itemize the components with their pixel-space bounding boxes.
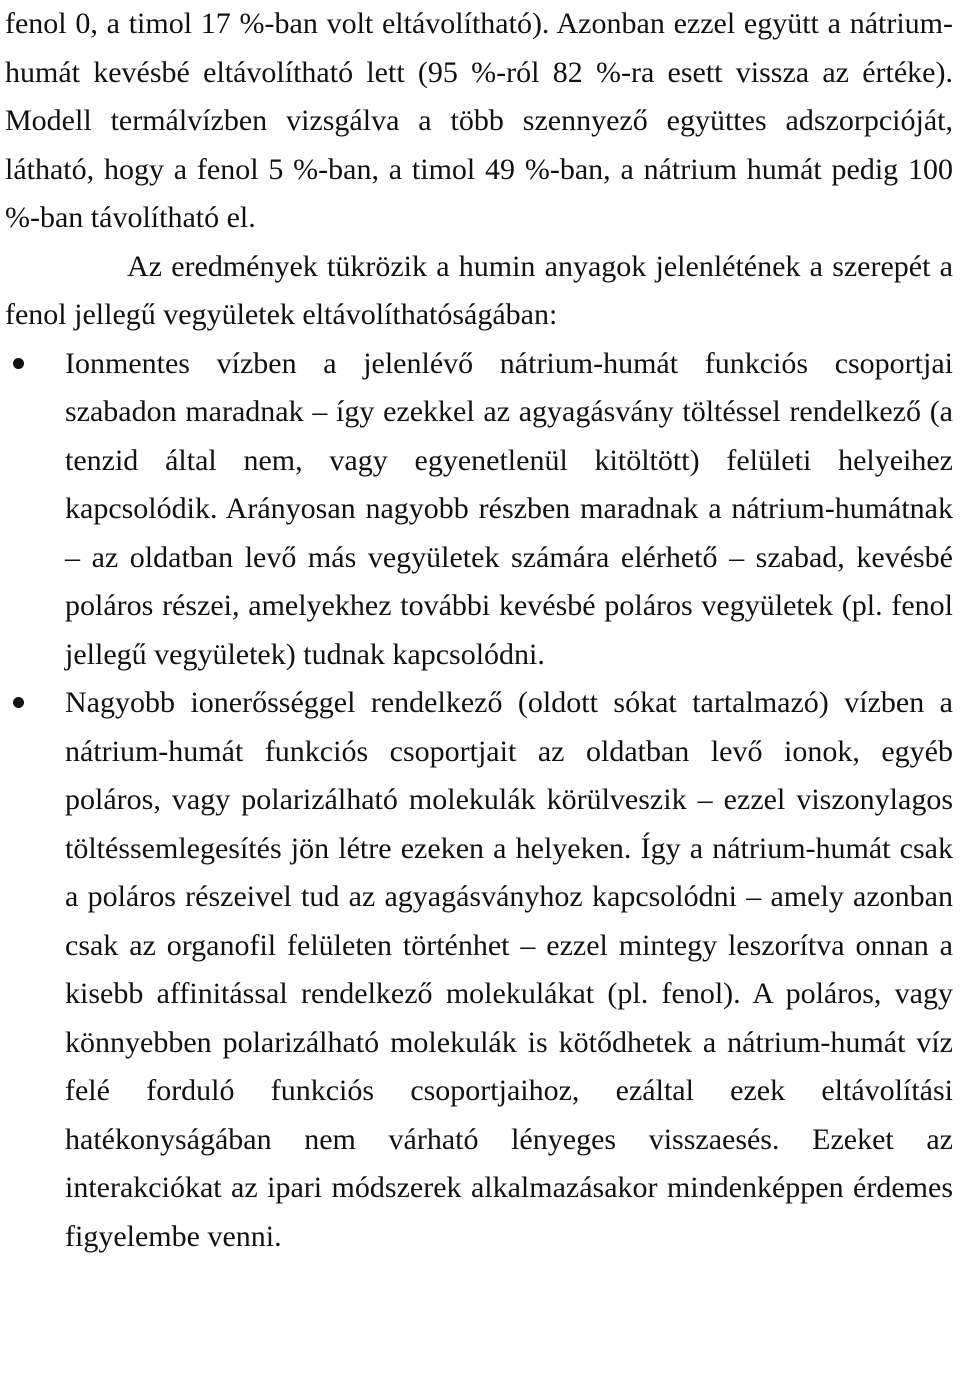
paragraph-intro: fenol 0, a timol 17 %-ban volt eltávolítható). Azonban ezzel együtt a nátrium-humát kevésbé eltávolítható lett (95 %-ról 82 %-ra esett vissza az értéke). Modell termálvízben vizsgálva a több szennyező együttes adszorpcióját, látható, hogy a fenol 5 %-ban, a timol 49 %-ban, a nátrium humát pedig 100 %-ban távolítható el.	[5, 7, 953, 234]
bullet-icon	[13, 697, 24, 708]
bullet-item-ionmentes	[5, 340, 953, 680]
bullet-icon	[13, 358, 24, 369]
document-page	[5, 0, 953, 1261]
paragraph-lead: Az eredmények tükrözik a humin anyagok jelenlétének a szerepét a fenol jellegű vegyületek eltávolíthatóságában:	[5, 249, 953, 331]
bullet-text: Ionmentes vízben a jelenlévő nátrium-humát funkciós csoportjai szabadon maradnak – így ezekkel az agyagásvány töltéssel rendelkező (a tenzid által nem, vagy egyenetlenül kitöltött) felületi helyeihez kapcsolódik. Arányosan nagyobb részben maradnak a nátrium-humátnak – az oldatban levő más vegyületek számára elérhető – szabad, kevésbé poláros részei, amelyekhez további kevésbé poláros vegyületek (pl. fenol jellegű vegyületek) tudnak kapcsolódni.	[65, 346, 953, 671]
bullet-item-ionerosseg	[5, 679, 953, 1261]
bullet-list	[5, 340, 953, 1262]
bullet-text: Nagyobb ionerősséggel rendelkező (oldott sókat tartalmazó) vízben a nátrium-humát funkciós csoportjait az oldatban levő ionok, egyéb poláros, vagy polarizálható molekulák körülveszik – ezzel viszonylagos töltéssemlegesítés jön létre ezeken a helyeken. Így a nátrium-humát csak a poláros részeivel tud az agyagásványhoz kapcsolódni – amely azonban csak az organofil felületen történhet – ezzel mintegy leszorítva onnan a kisebb affinitással rendelkező molekulákat (pl. fenol). A poláros, vagy könnyebben polarizálható molekulák is kötődhetek a nátrium-humát víz felé forduló funkciós csoportjaihoz, ezáltal ezek eltávolítási hatékonyságában nem várható lényeges visszaesés. Ezeket az interakciókat az ipari módszerek alkalmazásakor mindenképpen érdemes figyelembe venni.	[65, 686, 953, 1253]
